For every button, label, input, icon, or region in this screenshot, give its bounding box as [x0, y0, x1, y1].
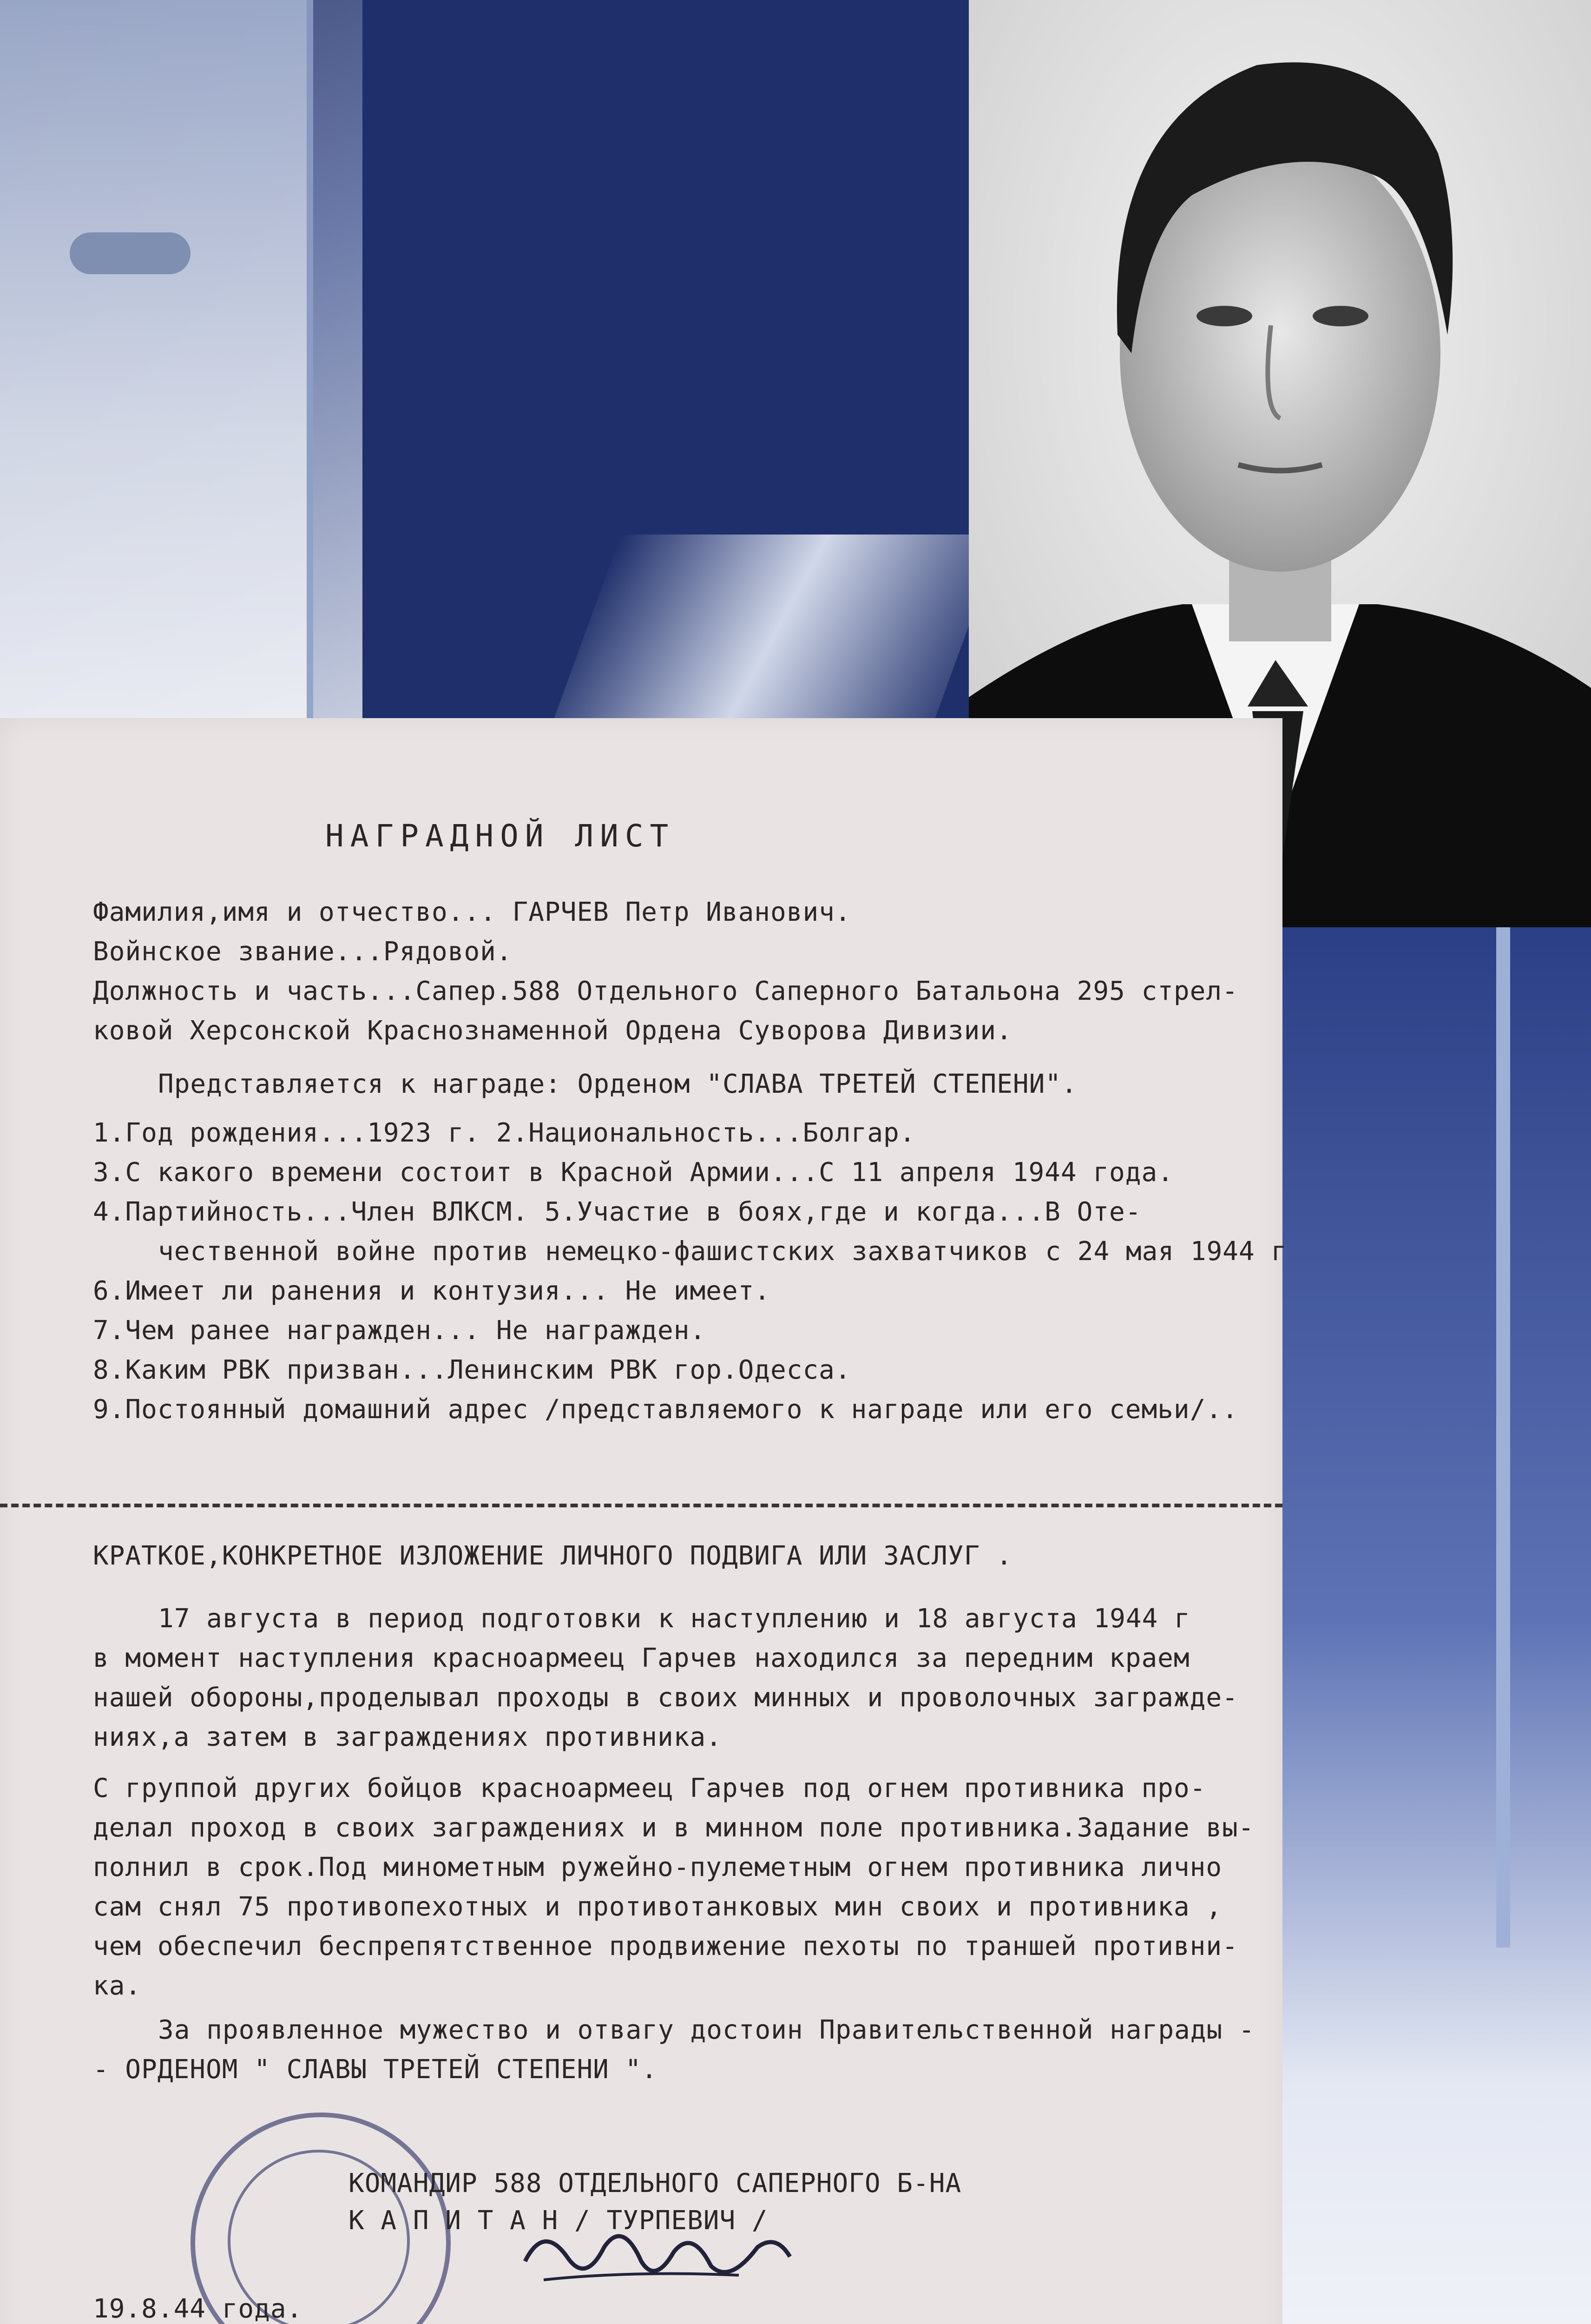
feat-text-line: в момент наступления красноармеец Гарчев находился за передним краем — [93, 1643, 1190, 1673]
dashed-divider — [0, 1504, 1282, 1507]
section-title-feat: КРАТКОЕ,КОНКРЕТНОЕ ИЗЛОЖЕНИЕ ЛИЧНОГО ПОДВИГА ИЛИ ЗАСЛУГ . — [93, 1541, 1012, 1571]
document-date: 19.8.44 года. — [93, 2294, 303, 2324]
cabinet-handle — [70, 232, 191, 274]
feat-text-line: ниях,а затем в заграждениях противника. — [93, 1722, 722, 1752]
feat-text-line: нашей обороны,проделывал проходы в своих минных и проволочных загражде- — [93, 1683, 1238, 1713]
feat-text-line: полнил в срок.Под минометным ружейно-пулеметным огнем противника лично — [93, 1852, 1223, 1882]
feat-text-line: С группой других бойцов красноармеец Гарчев под огнем противника про- — [93, 1773, 1206, 1803]
field-award-nomination: Представляется к награде: Орденом "СЛАВА ТРЕТЕЙ СТЕПЕНИ". — [158, 1069, 1078, 1099]
field-full-name: Фамилия,имя и отчество... ГАРЧЕВ Петр Иванович. — [93, 897, 851, 927]
award-sheet-document — [0, 718, 1288, 2324]
field-army-service: 3.С какого времени состоит в Красной Армии...С 11 апреля 1944 года. — [93, 1157, 1174, 1188]
document-title: НАГРАДНОЙ ЛИСТ — [325, 818, 675, 854]
feat-text-line: ка. — [93, 1971, 142, 2001]
feat-text-line: чем обеспечил беспрепятственное продвижение пехоты по траншей противни- — [93, 1931, 1238, 1961]
field-position-unit: Должность и часть...Сапер.588 Отдельного Саперного Батальона 295 стрел- — [93, 976, 1238, 1006]
feat-text-line: 17 августа в период подготовки к наступлению и 18 августа 1944 г — [158, 1604, 1190, 1634]
feat-text-line: За проявленное мужество и отвагу достоин Правительственной награды - — [158, 2015, 1255, 2045]
field-party-combat: 4.Партийность...Член ВЛКСМ. 5.Участие в боях,где и когда...В Оте- — [93, 1197, 1142, 1227]
glass-cabinet-frame — [0, 0, 313, 720]
field-birth-nationality: 1.Год рождения...1923 г. 2.Национальность...Болгар. — [93, 1118, 916, 1148]
feat-text-line: делал проход в своих заграждениях и в минном поле противника.Задание вы- — [93, 1813, 1255, 1843]
feat-text-line: - ОРДЕНОМ " СЛАВЫ ТРЕТЕЙ СТЕПЕНИ ". — [93, 2054, 658, 2085]
light-glare — [550, 535, 1002, 730]
glass-edge — [1496, 925, 1510, 1948]
field-previous-awards: 7.Чем ранее награжден... Не награжден. — [93, 1315, 706, 1346]
field-combat-cont: чественной войне против немецко-фашистских захватчиков с 24 мая 1944 г — [158, 1236, 1288, 1267]
feat-text-line: сам снял 75 противопехотных и противотанковых мин своих и противника , — [93, 1892, 1223, 1922]
field-draft-office: 8.Каким РВК призван...Ленинским РВК гор.Одесса. — [93, 1355, 851, 1385]
handwritten-signature — [516, 2205, 795, 2298]
background-showcase-right — [1273, 925, 1591, 2324]
field-home-address: 9.Постоянный домашний адрес /представляемого к награде или его семьи/.. — [93, 1394, 1238, 1425]
signature-rank-name: К А П И Т А Н / ТУРПЕВИЧ / — [348, 2205, 768, 2236]
field-military-rank: Войнское звание...Рядовой. — [93, 937, 513, 967]
signature-commander-title: КОМАНДИР 588 ОТДЕЛЬНОГО САПЕРНОГО Б-НА — [348, 2168, 962, 2199]
field-wounds: 6.Имеет ли ранения и контузия... Не имеет. — [93, 1276, 771, 1306]
field-position-unit-cont: ковой Херсонской Краснознаменной Ордена Суворова Дивизии. — [93, 1016, 1012, 1046]
